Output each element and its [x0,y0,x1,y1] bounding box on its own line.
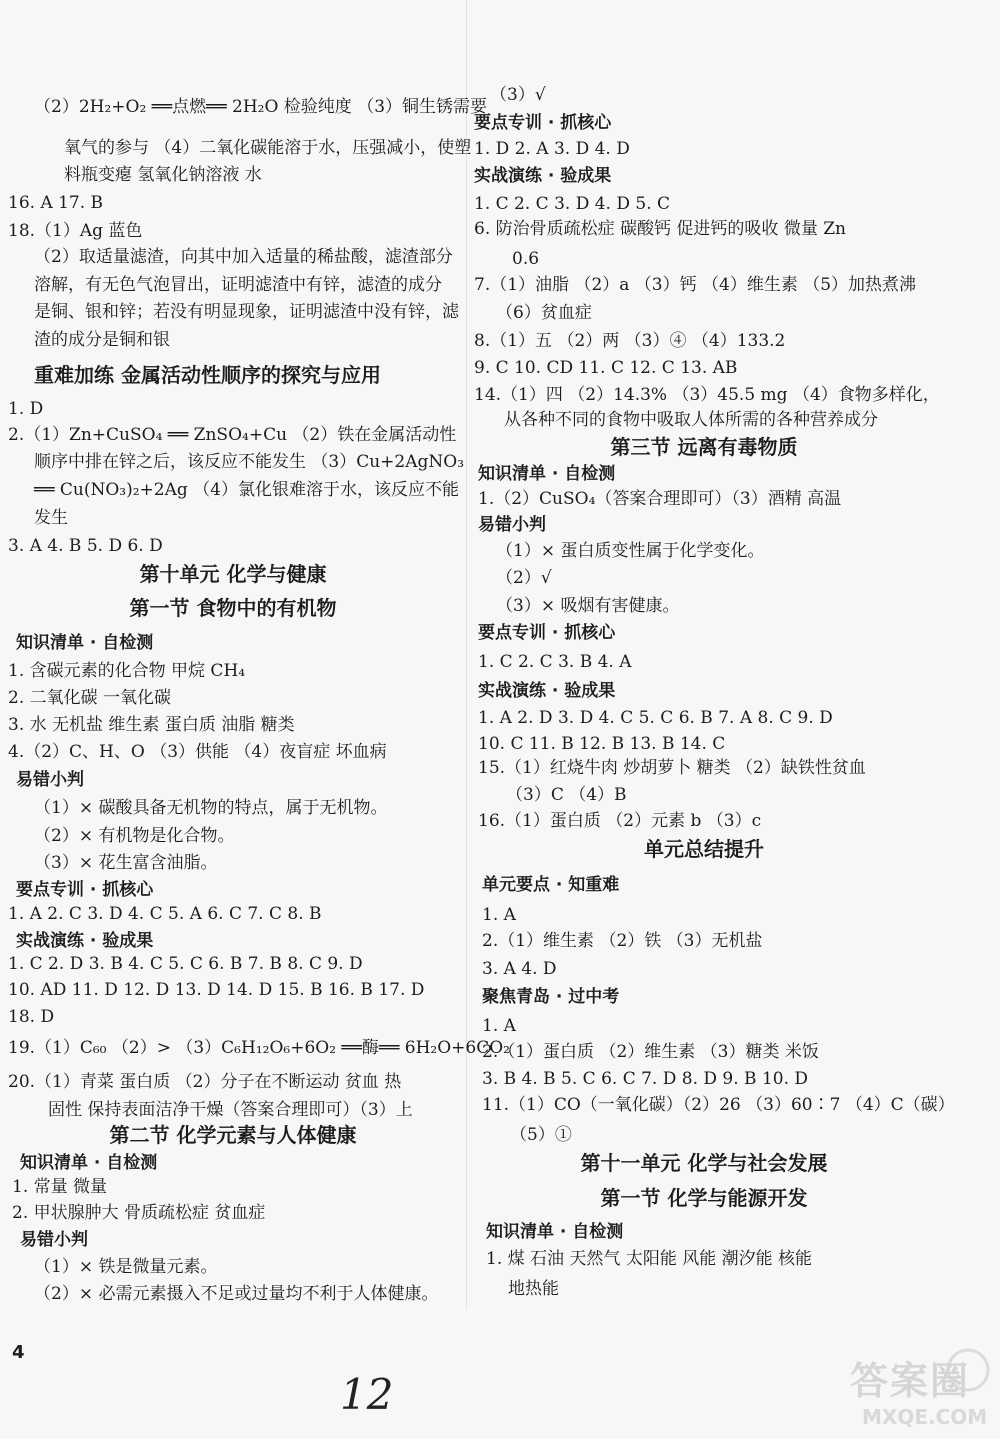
section-title: 第二节 化学元素与人体健康 [109,1123,357,1147]
answer-line: 1. A 2. D 3. D 4. C 5. C 6. B 7. A 8. C 9. D [478,708,833,728]
subsection-heading: 易错小判 [16,770,84,790]
answer-line: 1. C 2. C 3. B 4. A [478,652,632,672]
answer-line: （2）√ [496,568,552,588]
answer-line: 18.（1）Ag 蓝色 [8,221,143,241]
answer-line: 地热能 [508,1279,559,1299]
subsection-heading: 知识清单 · 自检测 [486,1222,624,1242]
answer-line: 料瓶变瘪 氢氧化钠溶液 水 [64,165,262,185]
answer-line: 氧气的参与 （4）二氧化碳能溶于水，压强减小，使塑 [64,138,472,158]
answer-line: 11.（1）CO（一氧化碳）（2）26 （3）60∶7 （4）C（碳） [482,1095,955,1115]
answer-line: （6）贫血症 [496,303,592,323]
answer-line: （3）× 吸烟有害健康。 [496,596,680,616]
answer-line: 1. A [482,905,516,925]
subsection-heading: 易错小判 [20,1230,88,1250]
section-title: 第一节 化学与能源开发 [600,1186,808,1210]
subsection-heading: 实战演练 · 验成果 [474,166,612,186]
answer-line: 2. 甲状腺肿大 骨质疏松症 贫血症 [12,1203,266,1223]
subsection-heading: 实战演练 · 验成果 [478,681,616,701]
unit-title: 第十一单元 化学与社会发展 [580,1151,828,1175]
answer-line: 9. C 10. CD 11. C 12. C 13. AB [474,358,738,378]
answer-line: 固性 保持表面洁净干燥（答案合理即可）（3）上 [48,1100,413,1120]
subsection-heading: 知识清单 · 自检测 [478,464,616,484]
answer-line: 2.（1）Zn+CuSO₄ ══ ZnSO₄+Cu （2）铁在金属活动性 [8,425,457,445]
answer-line: 20.（1）青菜 蛋白质 （2）分子在不断运动 贫血 热 [8,1072,402,1092]
subsection-heading: 要点专训 · 抓核心 [474,113,612,133]
section-title: 第一节 食物中的有机物 [129,596,337,620]
answer-line: 1.（2）CuSO₄（答案合理即可）（3）酒精 高温 [478,489,842,509]
answer-line: （1）× 铁是微量元素。 [34,1257,218,1277]
answer-line: 1. 常量 微量 [12,1177,108,1197]
answer-line: 19.（1）C₆₀ （2）> （3）C₆H₁₂O₆+6O₂ ══酶══ 6H₂O+6CO₂ [8,1038,510,1058]
answer-line: 7.（1）油脂 （2）a （3）钙 （4）维生素 （5）加热煮沸 [474,275,917,295]
section-title: 重难加练 金属活动性顺序的探究与应用 [34,363,381,387]
answer-line: 溶解，有无色气泡冒出，证明滤渣中有锌，滤渣的成分 [34,275,442,295]
answer-line: （2）2H₂+O₂ ══点燃══ 2H₂O 检验纯度 （3）铜生锈需要 [34,97,488,117]
answer-line: （5）① [510,1125,572,1145]
answer-line: 6. 防治骨质疏松症 碳酸钙 促进钙的吸收 微量 Zn [474,219,846,239]
answer-line: （2）× 必需元素摄入不足或过量均不利于人体健康。 [34,1284,439,1304]
section-title: 第三节 远离有毒物质 [610,435,798,459]
subsection-heading: 聚焦青岛 · 过中考 [482,987,620,1007]
answer-line: 0.6 [512,249,540,269]
subsection-heading: 要点专训 · 抓核心 [16,880,154,900]
subsection-heading: 单元要点 · 知重难 [482,875,620,895]
answer-line: 16. A 17. B [8,193,104,213]
answer-line: 1. D 2. A 3. D 4. D [474,139,630,159]
answer-line: 2.（1）蛋白质 （2）维生素 （3）糖类 米饭 [482,1042,819,1062]
unit-title: 第十单元 化学与健康 [139,562,327,586]
answer-line: 1. A 2. C 3. D 4. C 5. A 6. C 7. C 8. B [8,904,322,924]
answer-line: 渣的成分是铜和银 [34,330,170,350]
answer-line: 3. A 4. B 5. D 6. D [8,536,163,556]
answer-line: 1. D [8,399,44,419]
subsection-heading: 知识清单 · 自检测 [16,633,154,653]
answer-line: 是铜、银和锌；若没有明显现象，证明滤渣中没有锌，滤 [34,302,459,322]
answer-line: （1）× 蛋白质变性属于化学变化。 [496,541,765,561]
answer-line: 1. 煤 石油 天然气 太阳能 风能 潮汐能 核能 [486,1249,813,1269]
subsection-heading: 实战演练 · 验成果 [16,931,154,951]
handwritten-number: 12 [340,1370,394,1419]
answer-line: ══ Cu(NO₃)₂+2Ag （4）氯化银难溶于水，该反应不能 [34,480,459,500]
answer-line: 16.（1）蛋白质 （2）元素 b （3）c [478,811,762,831]
section-title: 单元总结提升 [644,837,764,861]
answer-line: 10. AD 11. D 12. D 13. D 14. D 15. B 16. B 17. D [8,980,425,1000]
answer-line: 1. C 2. D 3. B 4. C 5. C 6. B 7. B 8. C 9. D [8,954,363,974]
answer-line: 8.（1）五 （2）两 （3）④ （4）133.2 [474,331,786,351]
answer-line: （2）× 有机物是化合物。 [34,826,235,846]
subsection-heading: 要点专训 · 抓核心 [478,623,616,643]
answer-line: 3. 水 无机盐 维生素 蛋白质 油脂 糖类 [8,715,295,735]
answer-line: 2.（1）维生素 （2）铁 （3）无机盐 [482,931,763,951]
answer-line: 顺序中排在锌之后，该反应不能发生 （3）Cu+2AgNO₃ [34,452,465,472]
answer-line: 14.（1）四 （2）14.3% （3）45.5 mg （4）食物多样化， [474,385,940,405]
answer-line: （1）× 碳酸具备无机物的特点，属于无机物。 [34,798,388,818]
answer-line: 4.（2）C、H、O （3）供能 （4）夜盲症 坏血病 [8,742,387,762]
subsection-heading: 知识清单 · 自检测 [20,1153,158,1173]
watermark-text: 答案圈 [850,1359,971,1403]
answer-line: 发生 [34,508,68,528]
answer-line: （3）C （4）B [506,785,627,805]
page-number: 4 [12,1342,25,1363]
answer-line: 3. B 4. B 5. C 6. C 7. D 8. D 9. B 10. D [482,1069,809,1089]
answer-line: 1. A [482,1016,516,1036]
answer-line: 2. 二氧化碳 一氧化碳 [8,688,172,708]
watermark-url: MXQE.COM [862,1405,988,1429]
answer-line: 从各种不同的食物中吸取人体所需的各种营养成分 [504,410,878,430]
answer-line: 15.（1）红烧牛肉 炒胡萝卜 糖类 （2）缺铁性贫血 [478,758,866,778]
subsection-heading: 易错小判 [478,515,546,535]
answer-line: 18. D [8,1007,55,1027]
column-divider [466,0,467,1310]
answer-line: （3）× 花生富含油脂。 [34,853,218,873]
answer-line: （3）√ [490,85,546,105]
answer-line: 1. 含碳元素的化合物 甲烷 CH₄ [8,661,246,681]
answer-line: 3. A 4. D [482,959,557,979]
answer-line: 1. C 2. C 3. D 4. D 5. C [474,194,671,214]
answer-line: 10. C 11. B 12. B 13. B 14. C [478,734,726,754]
answer-line: （2）取适量滤渣，向其中加入适量的稀盐酸，滤渣部分 [34,247,453,267]
